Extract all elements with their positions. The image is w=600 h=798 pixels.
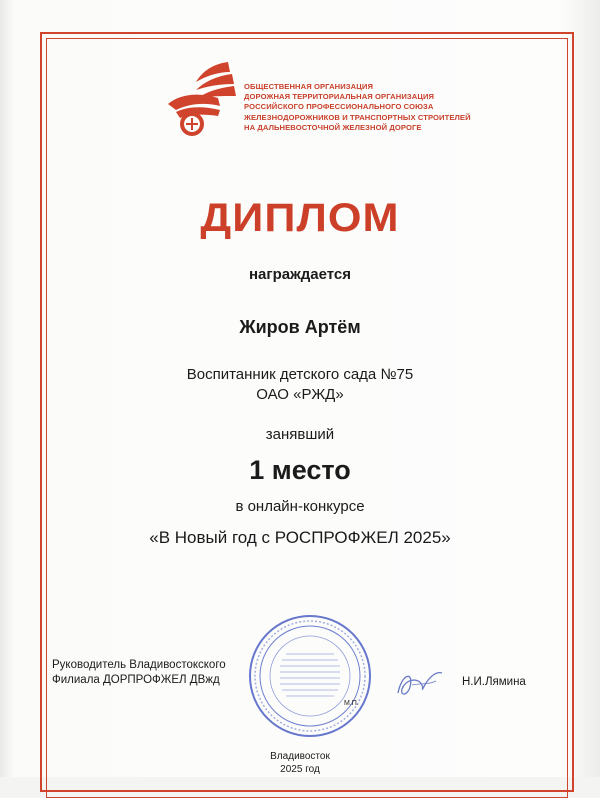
org-line: ОБЩЕСТВЕННАЯ ОРГАНИЗАЦИЯ	[244, 82, 373, 91]
official-stamp-icon	[246, 612, 374, 740]
org-line: НА ДАЛЬНЕВОСТОЧНОЙ ЖЕЛЕЗНОЙ ДОРОГЕ	[244, 122, 422, 132]
stamp-mark: М.П.	[344, 700, 359, 707]
contest-name: «В Новый год с РОСПРОФЖЕЛ 2025»	[149, 528, 451, 547]
union-logo-icon	[158, 58, 242, 138]
signer-role-line: Филиала ДОРПРОФЖЕЛ ДВжд	[52, 674, 220, 686]
issue-city: Владивосток	[270, 751, 330, 762]
pupil-line: Воспитанник детского сада №75	[186, 366, 414, 383]
organization-name	[244, 82, 544, 133]
issue-year: 2025 год	[280, 764, 320, 775]
org-line: РОССИЙСКОГО ПРОФЕССИОНАЛЬНОГО СОЮЗА	[244, 102, 434, 112]
diploma-title: ДИПЛОМ	[200, 196, 400, 240]
company-line: ОАО «РЖД»	[256, 386, 344, 403]
awarded-label: награждается	[248, 266, 352, 283]
recipient-name: Жиров Артём	[239, 317, 361, 337]
signer-role	[52, 658, 226, 688]
org-line: ДОРОЖНАЯ ТЕРРИТОРИАЛЬНАЯ ОРГАНИЗАЦИЯ	[244, 92, 435, 102]
took-label: занявший	[265, 426, 335, 443]
signer-role-line: Руководитель Владивостокского	[52, 659, 226, 671]
contest-intro: в онлайн-конкурсе	[235, 498, 365, 515]
signer-name: Н.И.Лямина	[462, 676, 526, 688]
place-award: 1 место	[249, 455, 351, 485]
org-line: ЖЕЛЕЗНОДОРОЖНИКОВ И ТРАНСПОРТНЫХ СТРОИТЕЛЕЙ	[244, 112, 471, 122]
handwritten-signature-icon	[392, 663, 452, 703]
